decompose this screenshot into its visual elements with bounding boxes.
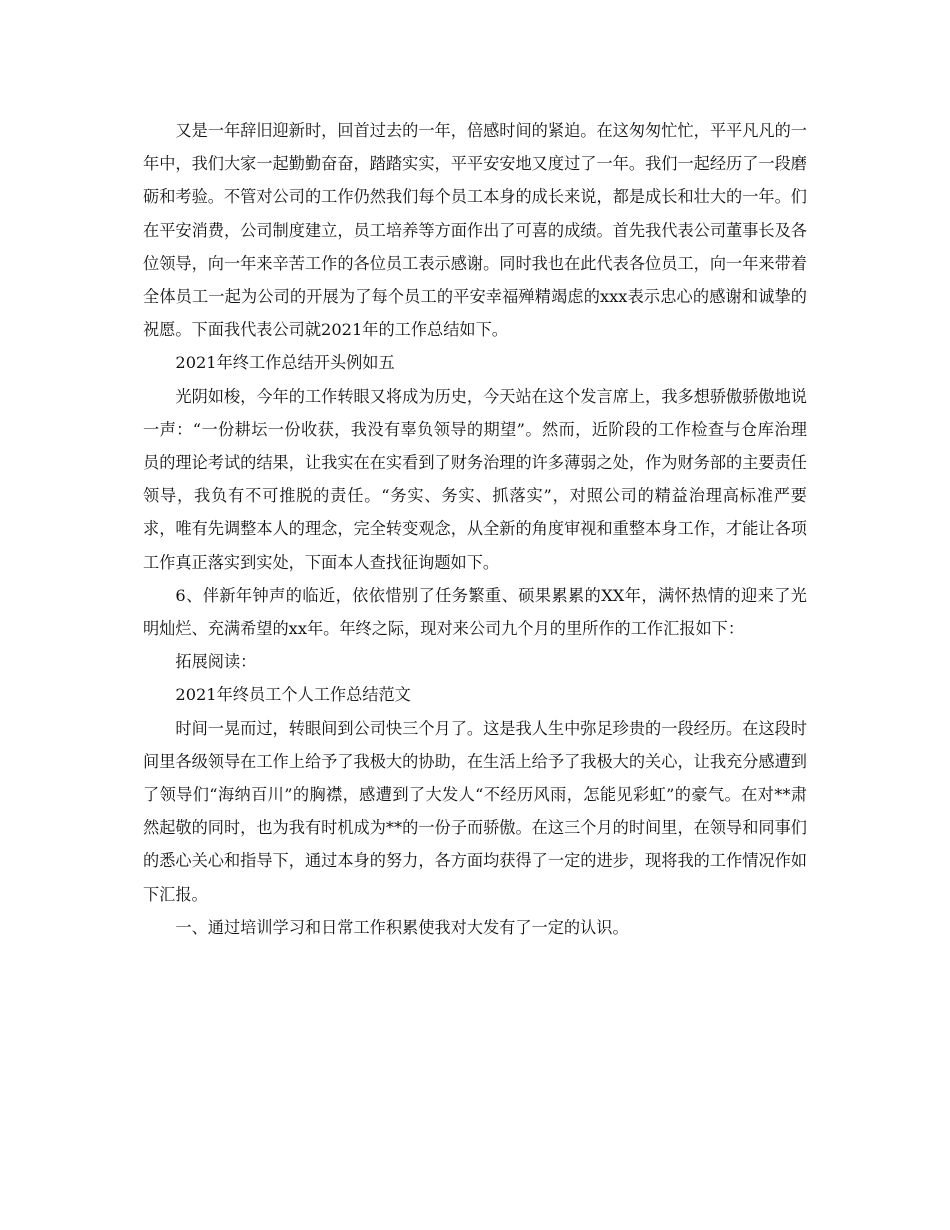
paragraph-finance-review: 光阴如梭，今年的工作转眼又将成为历史，今天站在这个发言席上，我多想骄傲骄傲地说一声：“一份耕坛一份收获，我没有辜负领导的期望”。然而，近阶段的工作检查与仓库治理员的理论考试的结果，让我实在在实看到了财务治理的许多薄弱之处，作为财务部的主要责任领导，我负有不可推脱的责任。“务实、务实、抓落实”，对照公司的精益治理高标准严要求，唯有先调整本人的理念，完全转变观念，从全新的角度审视和重整本身工作，才能让各项工作真正落实到实处，下面本人查找征询题如下。: [143, 386, 807, 572]
section-heading-employee-summary: 2021年终员工个人工作总结范文: [175, 685, 411, 705]
paragraph-point-one: 一、通过培训学习和日常工作积累使我对大发有了一定的认识。: [175, 917, 629, 937]
paragraph-intro: 又是一年辞旧迎新时，回首过去的一年，倍感时间的紧迫。在这匆匆忙忙，平平凡凡的一年中，我们大家一起勤勤奋奋，踏踏实实，平平安安地又度过了一年。我们一起经历了一段磨砺和考验。不管对公司的工作仍然我们每个员工本身的成长来说，都是成长和壮大的一年。们在平安消费，公司制度建立，员工培养等方面作出了可喜的成绩。首先我代表公司董事长及各位领导，向一年来辛苦工作的各位员工表示感谢。同时我也在此代表各位员工，向一年来带着全体员工一起为公司的开展为了每个员工的平安幸福殚精竭虑的xxx表示忠心的感谢和诚挚的祝愿。下面我代表公司就2021年的工作总结如下。: [143, 121, 807, 340]
paragraph-new-year: 6、伴新年钟声的临近，依依惜别了任务繁重、硕果累累的XX年，满怀热情的迎来了光明灿烂、充满希望的xx年。年终之际，现对来公司九个月的里所作的工作汇报如下：: [143, 585, 807, 639]
document-body: [143, 114, 807, 944]
paragraph-three-months: 时间一晃而过，转眼间到公司快三个月了。这是我人生中弥足珍贵的一段经历。在这段时间里各级领导在工作上给予了我极大的协助，在生活上给予了我极大的关心，让我充分感遭到了领导们“海纳百川”的胸襟，感遭到了大发人“不经历风雨，怎能见彩虹”的豪气。在对**肃然起敬的同时，也为我有时机成为**的一份子而骄傲。在这三个月的时间里，在领导和同事们的悉心关心和指导下，通过本身的努力，各方面均获得了一定的进步，现将我的工作情况作如下汇报。: [143, 718, 807, 904]
extended-reading-label: 拓展阅读：: [175, 652, 257, 672]
section-heading-example-five: 2021年终工作总结开头例如五: [175, 353, 395, 373]
